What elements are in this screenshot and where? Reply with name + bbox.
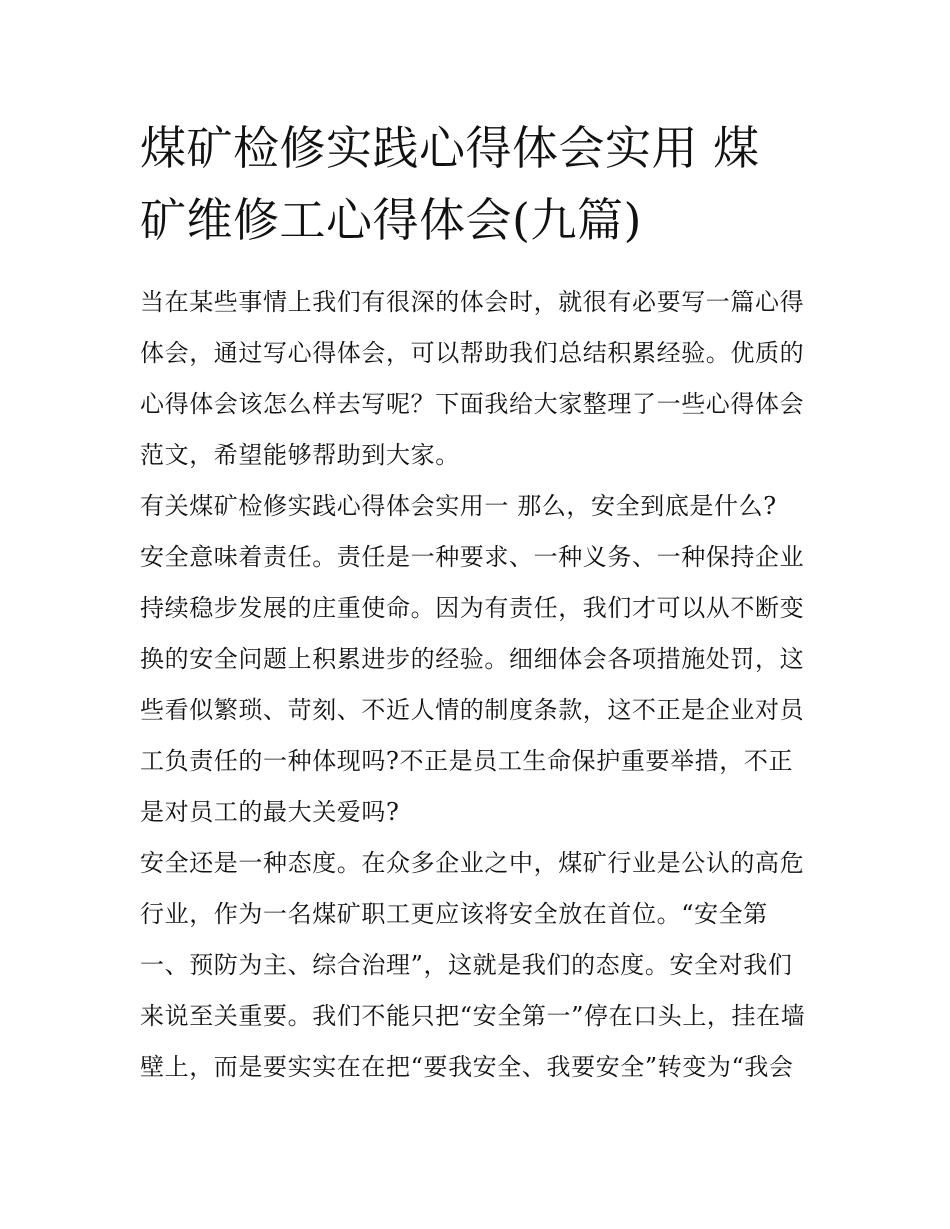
body-line: 心得体会该怎么样去写呢？下面我给大家整理了一些心得体会 xyxy=(140,390,805,418)
body-line: 持续稳步发展的庄重使命。因为有责任，我们才可以从不断变 xyxy=(140,594,805,622)
title-line: 矿维修工心得体会(九篇) xyxy=(140,193,642,247)
body-line: 是对员工的最大关爱吗? xyxy=(140,798,400,826)
body-line: 体会，通过写心得体会，可以帮助我们总结积累经验。优质的 xyxy=(140,339,805,367)
body-line: 壁上，而是要实实在在把“要我安全、我要安全”转变为“我会 xyxy=(140,1053,794,1081)
body-line: 安全还是一种态度。在众多企业之中，煤矿行业是公认的高危 xyxy=(140,849,805,877)
body-line: 范文，希望能够帮助到大家。 xyxy=(140,441,460,469)
body-line: 安全意味着责任。责任是一种要求、一种义务、一种保持企业 xyxy=(140,543,805,571)
body-line: 来说至关重要。我们不能只把“安全第一”停在口头上，挂在墙 xyxy=(140,1002,806,1030)
body-line: 换的安全问题上积累进步的经验。细细体会各项措施处罚，这 xyxy=(140,645,805,673)
document-title xyxy=(140,112,820,256)
body-line: 工负责任的一种体现吗?不正是员工生命保护重要举措，不正 xyxy=(140,747,794,775)
body-line: 有关煤矿检修实践心得体会实用一 那么，安全到底是什么? xyxy=(140,492,777,520)
body-line: 些看似繁琐、苛刻、不近人情的制度条款，这不正是企业对员 xyxy=(140,696,805,724)
body-line: 当在某些事情上我们有很深的体会时，就很有必要写一篇心得 xyxy=(140,288,805,316)
body-line: 行业，作为一名煤矿职工更应该将安全放在首位。“安全第 xyxy=(140,900,768,928)
body-line: 一、预防为主、综合治理”，这就是我们的态度。安全对我们 xyxy=(140,951,793,979)
document-body xyxy=(140,280,820,1096)
title-line: 煤矿检修实践心得体会实用 煤 xyxy=(140,121,760,175)
